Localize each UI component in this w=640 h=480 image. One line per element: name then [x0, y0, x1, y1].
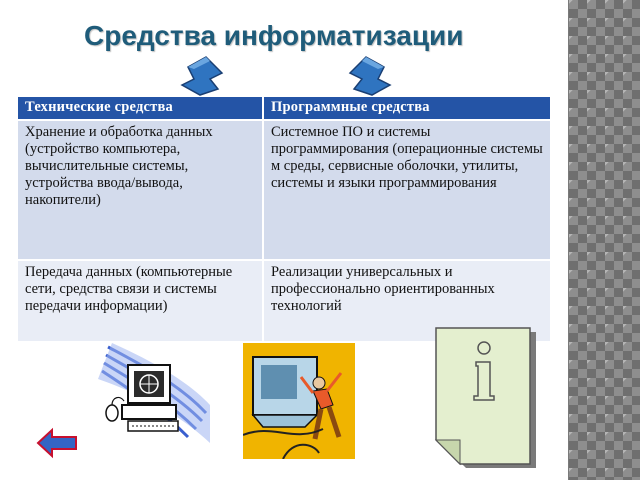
header-software: Программные средства	[263, 97, 551, 120]
header-technical: Технические средства	[18, 97, 263, 120]
info-document-icon	[432, 326, 540, 470]
back-arrow-icon[interactable]	[36, 427, 78, 459]
cell-software-system: Системное ПО и системы программирования (операционные системы м среды, сервисные оболочки, утилиты, системы и языки программирования	[263, 120, 551, 260]
person-computer-clipart-icon	[243, 343, 355, 459]
cell-software-implementation: Реализации универсальных и профессионально ориентированных технологий	[263, 260, 551, 342]
side-pattern-decoration	[568, 0, 640, 480]
computer-clipart-icon	[98, 343, 210, 449]
cell-technical-storage: Хранение и обработка данных (устройство компьютера, вычислительные системы, устройства ввода/вывода, накопители)	[18, 120, 263, 260]
down-left-arrow-icon	[176, 55, 228, 97]
table-row	[18, 120, 551, 260]
means-table	[18, 97, 552, 343]
cell-technical-transfer: Передача данных (компьютерные сети, средства связи и системы передачи информации)	[18, 260, 263, 342]
down-right-arrow-icon	[344, 55, 396, 97]
slide-title: Средства информатизации	[84, 20, 464, 51]
